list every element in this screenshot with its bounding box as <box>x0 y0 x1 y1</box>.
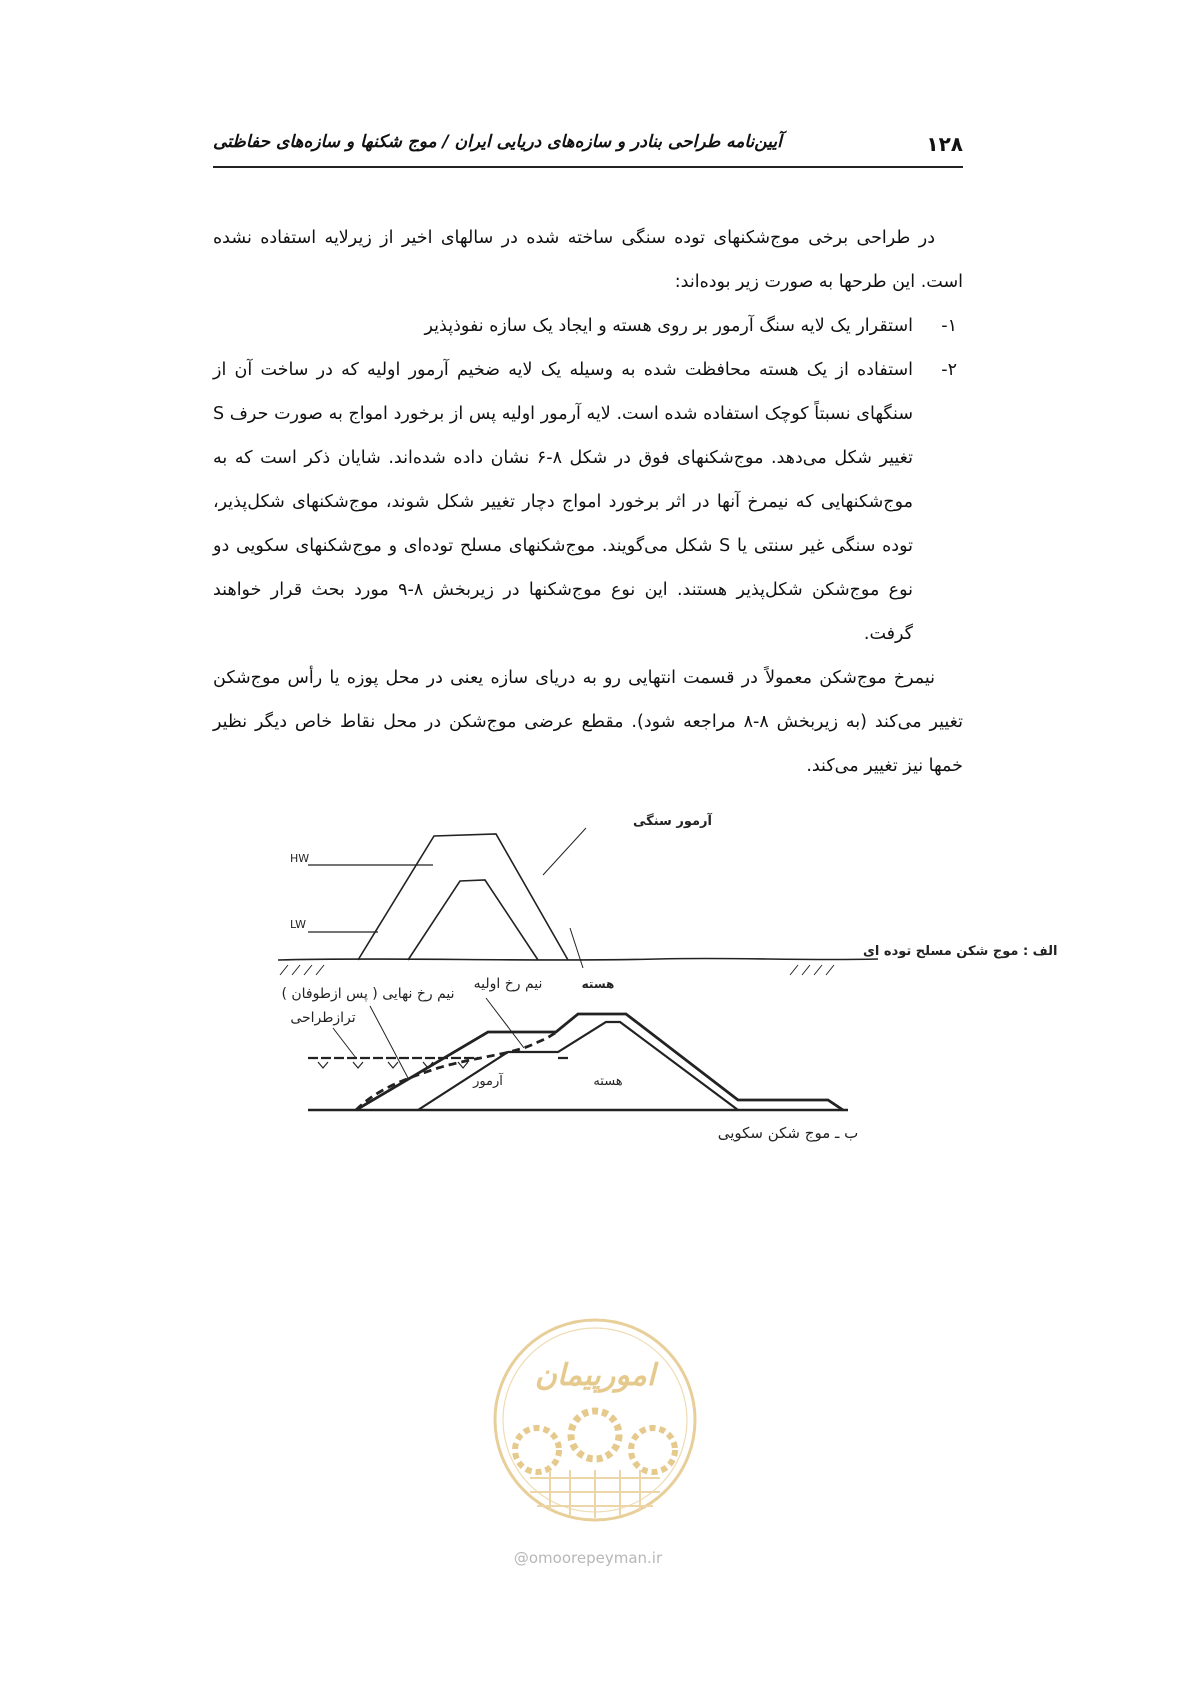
armor-label: آرمور سنگی <box>633 814 712 829</box>
list-item-2 <box>213 348 963 656</box>
paragraph-1: در طراحی برخی موج‌شکنهای توده سنگی ساخته شده در سالهای اخیر از زیرلایه استفاده نشده است. این طرحها به صورت زیر بوده‌اند: <box>213 228 963 292</box>
breakwater-figure <box>238 810 1058 1240</box>
page-number: ۱۲۸ <box>926 132 963 156</box>
gear-icon-center <box>571 1411 619 1459</box>
core-outline <box>408 880 538 960</box>
seabed-hatch-left <box>280 965 324 975</box>
watermark-logo <box>485 1310 705 1545</box>
core-leader <box>570 928 583 968</box>
figure-b <box>281 976 858 1143</box>
grid-icon <box>530 1470 660 1518</box>
design-leader <box>333 1028 356 1058</box>
core-label-b: هسته <box>593 1074 623 1089</box>
hw-label: HW <box>290 852 310 865</box>
initial-profile <box>356 1014 843 1110</box>
watermark-site: @omoorepeyman.ir <box>513 1549 663 1567</box>
gear-icon-right <box>631 1428 675 1472</box>
gear-icon-left <box>515 1428 559 1472</box>
list-text-2: استفاده از یک هسته محافظت شده به وسیله یک لایه ضخیم آرمور اولیه که در ساخت آن از سنگهای نسبتاً کوچک استفاده شده است. لایه آرمور اولیه پس از برخورد امواج به صورت حرف S تغییر شکل می‌دهد. موج‌شکنهای فوق در شکل ۸-۶ نشان داده شده‌اند. شایان ذکر است که به موج‌شکنهایی که نیمرخ آنها در اثر برخورد امواج دچار تغییر شکل شوند، موج‌شکنهای شکل‌پذیر، توده سنگی غیر سنتی یا S شکل می‌گویند. موج‌شکنهای مسلح توده‌ای و موج‌شکنهای سکویی دو نوع موج‌شکن شکل‌پذیر هستند. این نوع موج‌شکنها در زیربخش ۸-۹ مورد بحث قرار خواهند گرفت. <box>213 360 914 644</box>
armor-label-b: آرمور <box>473 1074 503 1089</box>
armor-outline <box>358 834 568 960</box>
running-title: آیین‌نامه طراحی بنادر و سازه‌های دریایی ایران / موج شکنها و سازه‌های حفاظتی <box>213 132 782 152</box>
list-item-1 <box>213 304 963 348</box>
caption-b: ب ـ موج شکن سکویی <box>717 1124 859 1142</box>
figure-a <box>278 812 1058 991</box>
seabed-hatch-right <box>790 965 834 975</box>
final-leader <box>370 1006 408 1078</box>
logo-text: امورپیمان <box>534 1358 656 1393</box>
armor-leader <box>543 828 586 875</box>
water-ripples <box>318 1062 468 1068</box>
page-header <box>213 122 963 168</box>
core-outline-b <box>418 1022 738 1110</box>
final-profile-label: نیم رخ نهایی ( پس ازطوفان ) <box>281 986 455 1002</box>
initial-profile-label: نیم رخ اولیه <box>473 976 543 992</box>
final-profile <box>356 1032 558 1110</box>
ground-line <box>278 958 878 960</box>
initial-leader <box>486 998 524 1048</box>
design-level-label: ترازطراحی <box>290 1010 356 1026</box>
core-label: هسته <box>581 977 615 991</box>
list-number-1: ۱- <box>941 316 957 336</box>
lw-label: LW <box>290 918 306 931</box>
paragraph-2: نیمرخ موج‌شکن معمولاً در قسمت انتهایی رو به دریای سازه یعنی در محل پوزه یا رأس موج‌شکن تغییر می‌کند (به زیربخش ۸-۸ مراجعه شود). مقطع عرضی موج‌شکن در محل نقاط خاص دیگر نظیر خمها نیز تغییر می‌کند. <box>213 668 963 776</box>
list-text-1: استقرار یک لایه سنگ آرمور بر روی هسته و ایجاد یک سازه نفوذپذیر <box>424 316 913 336</box>
caption-a: الف : موج شکن مسلح توده ای <box>863 944 1058 959</box>
list-number-2: ۲- <box>941 360 957 380</box>
body-text <box>213 216 963 788</box>
